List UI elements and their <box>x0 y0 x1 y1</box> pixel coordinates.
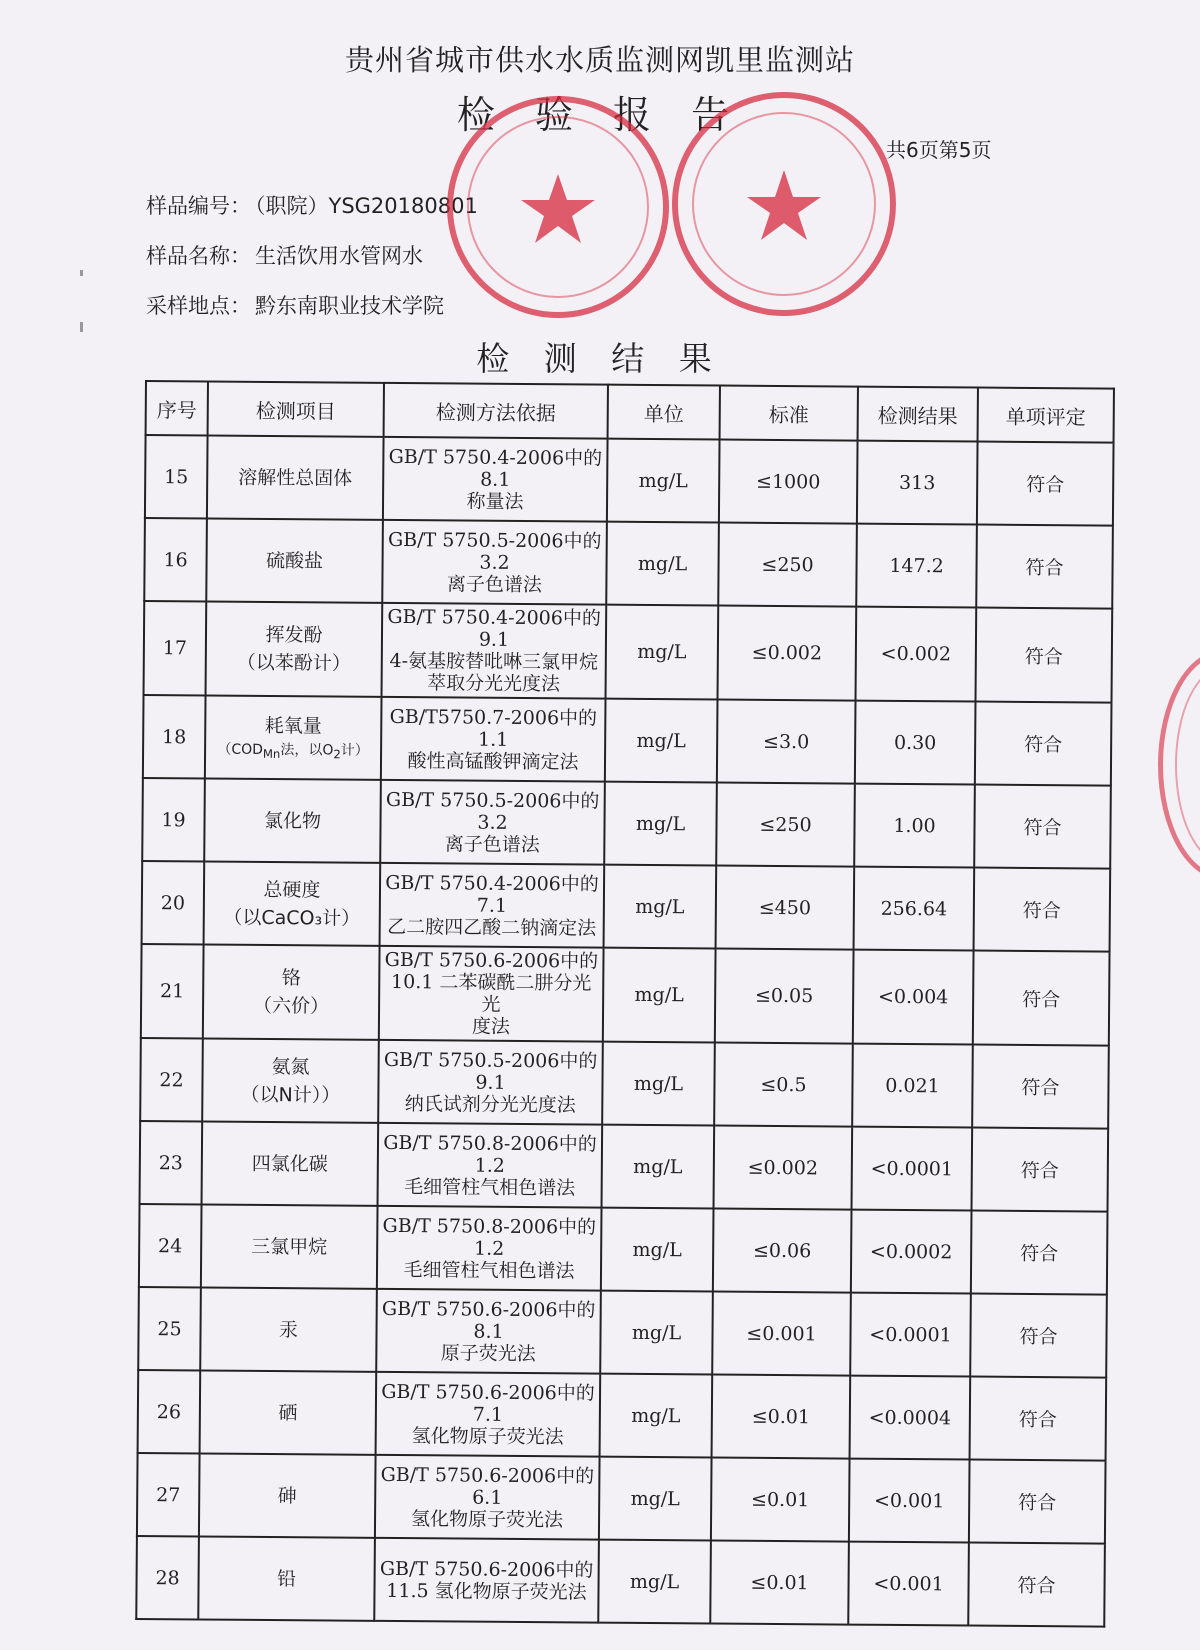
table-row <box>136 1536 1105 1627</box>
method-line: GB/T 5750.8-2006中的1.2 <box>383 1131 597 1177</box>
table-row <box>137 1453 1106 1544</box>
cell-method <box>376 1372 601 1457</box>
header-unit: 单位 <box>608 385 720 440</box>
cell-method <box>378 1123 603 1208</box>
method-line: GB/T 5750.5-2006中的3.2 <box>387 528 602 574</box>
sampling-site-label: 采样地点： <box>146 294 251 318</box>
method-line: 酸性高锰酸钾滴定法 <box>407 749 579 773</box>
method-line: 毛细管柱气相色谱法 <box>404 1175 576 1199</box>
item-line: 硫酸盐 <box>265 549 324 572</box>
method-line: GB/T 5750.4-2006中的7.1 <box>385 871 599 917</box>
item-line: 硒 <box>278 1401 298 1424</box>
item-line: 氯化物 <box>263 809 322 832</box>
report-title: 检 验 报 告 <box>456 93 744 137</box>
table-row <box>144 518 1113 609</box>
table-row <box>142 778 1111 869</box>
method-line: GB/T 5750.6-2006中的8.1 <box>381 1297 596 1343</box>
item-line: 挥发酚 <box>265 623 323 647</box>
cell-seq: 25 <box>138 1287 201 1370</box>
sampling-site-value: 黔东南职业技术学院 <box>255 294 444 318</box>
cell-standard: ≤0.05 <box>715 948 854 1043</box>
cell-standard: ≤0.002 <box>714 1125 853 1209</box>
item-line: （以苯酚计） <box>236 651 351 675</box>
cell-unit: mg/L <box>598 1540 711 1624</box>
method-line: GB/T 5750.6-2006中的6.1 <box>380 1463 595 1509</box>
table-row <box>145 435 1114 526</box>
table-row <box>142 861 1111 952</box>
cell-verdict: 符合 <box>975 702 1112 786</box>
method-line: 毛细管柱气相色谱法 <box>403 1258 575 1282</box>
cell-item <box>203 944 380 1039</box>
cell-standard: ≤3.0 <box>717 700 856 784</box>
cell-method <box>382 520 607 605</box>
cell-verdict: 符合 <box>974 785 1111 869</box>
sample-number-label: 样品编号： <box>146 194 251 218</box>
cell-seq: 21 <box>141 944 204 1038</box>
cell-result: <0.0001 <box>852 1127 973 1211</box>
method-line: 称量法 <box>466 490 524 513</box>
cell-method <box>378 1040 603 1125</box>
cell-item <box>206 601 383 696</box>
cell-verdict: 符合 <box>970 1294 1107 1378</box>
cell-item <box>202 1121 379 1205</box>
cell-result: <0.0002 <box>851 1210 972 1294</box>
cell-result: <0.004 <box>853 950 974 1045</box>
item-line: 三氯甲烷 <box>251 1235 328 1258</box>
item-line: （六价） <box>252 994 330 1018</box>
cell-seq: 15 <box>145 435 208 518</box>
method-line: 离子色谱法 <box>444 832 540 856</box>
cell-unit: mg/L <box>600 1374 713 1458</box>
cell-verdict: 符合 <box>972 1128 1109 1212</box>
cell-standard: ≤1000 <box>719 440 858 524</box>
cell-method <box>381 697 606 782</box>
cell-method <box>377 1206 602 1291</box>
cell-result: 0.30 <box>855 701 976 785</box>
cell-item <box>200 1370 377 1454</box>
item-line: 铬 <box>281 967 301 990</box>
header-method: 检测方法依据 <box>384 383 608 439</box>
table-row <box>140 1038 1109 1129</box>
cell-standard: ≤0.01 <box>712 1374 851 1458</box>
cell-method <box>383 437 608 522</box>
method-line: 10.1 二苯碳酰二肼分光光 <box>391 970 592 1016</box>
table-row <box>139 1204 1108 1295</box>
cell-method <box>380 863 605 948</box>
table-header-row <box>146 381 1114 443</box>
cell-seq: 26 <box>138 1370 201 1453</box>
cell-method <box>380 780 605 865</box>
cell-result: <0.001 <box>849 1459 970 1543</box>
method-line: GB/T5750.7-2006中的1.1 <box>389 705 598 751</box>
cell-seq: 23 <box>140 1121 203 1204</box>
table-row <box>138 1287 1107 1378</box>
cell-unit: mg/L <box>607 439 720 523</box>
cell-verdict: 符合 <box>973 951 1110 1046</box>
cell-verdict: 符合 <box>968 1543 1105 1627</box>
method-line: GB/T 5750.5-2006中的3.2 <box>385 788 600 834</box>
cell-standard: ≤250 <box>716 783 855 867</box>
cell-item <box>204 861 381 945</box>
cell-seq: 28 <box>136 1536 199 1619</box>
item-line: （以CaCO₃计） <box>223 906 361 930</box>
cell-unit: mg/L <box>599 1457 712 1541</box>
header-verdict: 单项评定 <box>978 388 1114 443</box>
cell-item <box>199 1453 376 1537</box>
cell-unit: mg/L <box>606 522 719 606</box>
cell-result: <0.0001 <box>850 1293 971 1377</box>
cell-standard: ≤0.001 <box>712 1291 851 1375</box>
cell-result: 147.2 <box>856 524 977 608</box>
cell-verdict: 符合 <box>969 1460 1106 1544</box>
method-line: GB/T 5750.8-2006中的1.2 <box>382 1214 597 1260</box>
cell-seq: 19 <box>142 778 205 861</box>
cell-seq: 20 <box>142 861 205 944</box>
cell-seq: 16 <box>144 518 207 601</box>
cell-result: 313 <box>857 441 978 525</box>
method-line: 乙二胺四乙酸二钠滴定法 <box>387 915 597 940</box>
method-line: GB/T 5750.6-2006中的7.1 <box>381 1380 595 1426</box>
cell-standard: ≤250 <box>718 523 857 607</box>
organization-title: 贵州省城市供水水质监测网凯里监测站 <box>344 43 855 77</box>
sample-number-row <box>146 190 478 220</box>
sample-number-value: （职院）YSG20180801 <box>255 194 478 218</box>
table-row <box>144 601 1113 703</box>
method-line: GB/T 5750.5-2006中的9.1 <box>383 1048 598 1094</box>
cell-standard: ≤0.06 <box>713 1208 852 1292</box>
punch-mark <box>80 322 83 332</box>
punch-mark <box>80 270 83 276</box>
sampling-site-row <box>146 290 444 320</box>
cell-method <box>374 1538 599 1623</box>
page-count: 共6页第5页 <box>886 138 992 162</box>
cell-item <box>205 695 382 779</box>
cell-unit: mg/L <box>602 1042 715 1126</box>
header-item: 检测项目 <box>208 381 384 436</box>
cell-standard: ≤0.5 <box>714 1042 853 1126</box>
item-line: 汞 <box>278 1318 299 1341</box>
cell-unit: mg/L <box>606 605 719 700</box>
cell-unit: mg/L <box>600 1291 713 1375</box>
cell-method <box>382 603 607 699</box>
cell-method <box>375 1455 600 1540</box>
item-line: 总硬度 <box>263 878 321 901</box>
results-title: 检 测 结 果 <box>476 339 724 378</box>
cell-method <box>379 946 604 1042</box>
cell-unit: mg/L <box>604 782 717 866</box>
sample-name-value: 生活饮用水管网水 <box>255 244 423 268</box>
cell-item <box>201 1204 378 1288</box>
results-table <box>135 380 1115 1628</box>
cell-seq: 27 <box>137 1453 200 1536</box>
method-line: 度法 <box>471 1015 511 1038</box>
cell-standard: ≤450 <box>716 866 855 950</box>
method-line: 萃取分光光度法 <box>427 672 561 696</box>
cell-verdict: 符合 <box>974 868 1111 952</box>
cell-item <box>207 435 384 519</box>
item-line: 四氯化碳 <box>251 1152 328 1175</box>
item-line: 氨氮 <box>271 1055 310 1078</box>
cell-item <box>204 778 381 862</box>
cell-result: <0.002 <box>856 607 977 702</box>
table-row <box>140 1121 1109 1212</box>
cell-standard: ≤0.01 <box>711 1457 850 1541</box>
cell-seq: 22 <box>140 1038 203 1121</box>
header-standard: 标准 <box>720 386 858 441</box>
method-line: 离子色谱法 <box>446 572 542 596</box>
method-line: GB/T 5750.6-2006中的 <box>384 948 599 973</box>
cell-item <box>198 1536 375 1620</box>
sample-name-label: 样品名称： <box>146 244 251 268</box>
cell-verdict: 符合 <box>976 525 1113 609</box>
method-line: 4-氨基胺替吡啉三氯甲烷 <box>389 649 599 674</box>
method-line: GB/T 5750.6-2006中的 <box>379 1557 594 1582</box>
cell-verdict: 符合 <box>976 608 1113 703</box>
cell-result: 256.64 <box>854 867 975 951</box>
cell-unit: mg/L <box>604 865 717 949</box>
cell-result: <0.0004 <box>850 1376 971 1460</box>
method-line: 原子荧光法 <box>440 1341 536 1365</box>
cell-verdict: 符合 <box>970 1377 1107 1461</box>
item-line: （以N计）） <box>240 1083 341 1107</box>
cell-item <box>202 1038 379 1122</box>
method-line: GB/T 5750.4-2006中的9.1 <box>387 605 601 651</box>
cell-item <box>206 518 383 602</box>
cell-unit: mg/L <box>603 948 716 1043</box>
sample-name-row <box>146 240 423 270</box>
partial-seal-edge <box>1158 650 1200 880</box>
method-line: 氢化物原子荧光法 <box>411 1424 564 1448</box>
results-body <box>136 435 1113 1627</box>
table-row <box>143 695 1112 786</box>
cell-unit: mg/L <box>602 1125 715 1209</box>
method-line: 纳氏试剂分光光度法 <box>404 1092 576 1116</box>
cell-unit: mg/L <box>605 699 718 783</box>
cell-item <box>200 1287 377 1371</box>
header-seq: 序号 <box>146 381 208 435</box>
cell-standard: ≤0.002 <box>718 606 857 701</box>
cell-seq: 17 <box>144 601 207 695</box>
item-subtext: （$COD_{Mn}$法，以$O_2$计） <box>217 741 369 761</box>
header-result: 检测结果 <box>858 387 978 442</box>
cell-verdict: 符合 <box>971 1211 1108 1295</box>
cell-method <box>376 1289 601 1374</box>
cell-result: 1.00 <box>854 784 975 868</box>
cell-standard: ≤0.01 <box>710 1540 849 1624</box>
cell-unit: mg/L <box>601 1208 714 1292</box>
item-line: 耗氧量 <box>264 714 322 737</box>
cell-seq: 24 <box>139 1204 202 1287</box>
item-line: 铅 <box>276 1567 297 1590</box>
cell-verdict: 符合 <box>977 442 1114 526</box>
method-line: 氢化物原子荧光法 <box>410 1507 564 1531</box>
item-line: 砷 <box>277 1484 297 1507</box>
cell-verdict: 符合 <box>972 1045 1109 1129</box>
cell-result: <0.001 <box>848 1542 969 1626</box>
item-line: 溶解性总固体 <box>238 466 353 490</box>
cell-result: 0.021 <box>852 1044 973 1128</box>
method-line: 11.5 氢化物原子荧光法 <box>386 1579 587 1604</box>
method-line: GB/T 5750.4-2006中的8.1 <box>388 445 603 491</box>
table-row <box>141 944 1110 1046</box>
table-row <box>138 1370 1107 1461</box>
cell-seq: 18 <box>143 695 206 778</box>
